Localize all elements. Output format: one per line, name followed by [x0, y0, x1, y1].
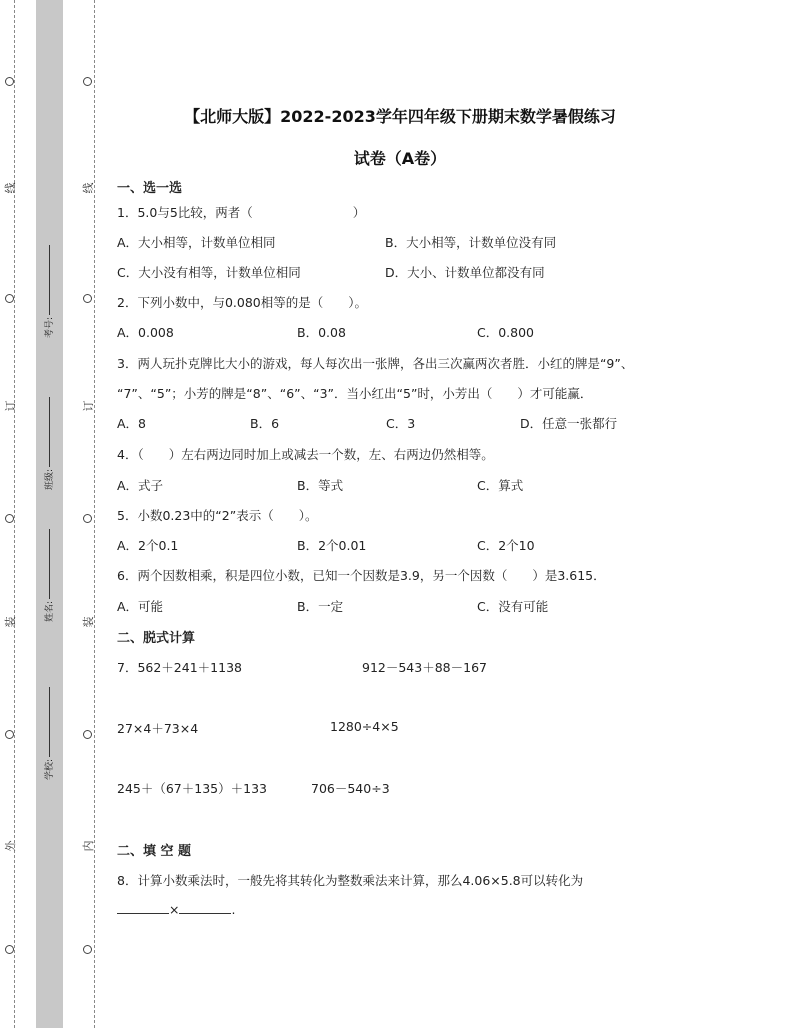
outer-dashed-line: [14, 0, 15, 1028]
q1-option-d: D．大小、计数单位都没有同: [385, 265, 545, 280]
margin-label-line-outer: 线: [4, 182, 17, 194]
binding-hole: [5, 945, 14, 954]
margin-label-staple-outer: 订: [4, 400, 17, 412]
margin-label-bind-inner: 装: [82, 616, 95, 628]
question-4: 4．（ ）左右两边同时加上或减去一个数，左、右两边仍然相等。: [117, 447, 494, 462]
q1-option-a: A．大小相等，计数单位相同: [117, 235, 276, 250]
margin-label-line-inner: 线: [82, 182, 95, 194]
q1-option-b: B．大小相等，计数单位没有同: [385, 235, 557, 250]
question-8: 8．计算小数乘法时，一般先将其转化为整数乘法来计算，那么4.06×5.8可以转化为: [117, 873, 584, 888]
q6-option-c: C．没有可能: [477, 599, 549, 614]
margin-label-outside: 外: [4, 840, 17, 852]
q8-answer-line: × .: [117, 902, 235, 917]
q2-option-a: A．0.008: [117, 325, 174, 340]
page-title: 【北师大版】2022-2023学年四年级下册期末数学暑假练习: [184, 107, 616, 126]
exam-number-field: 考号:: [42, 245, 55, 338]
q3-option-a: A．8: [117, 416, 147, 431]
section-heading-choice: 一、选一选: [117, 181, 183, 196]
question-1: 1．5.0与5比较，两者（ ）: [117, 205, 366, 220]
q7-expr-6: 706－540÷3: [311, 781, 390, 796]
q2-option-b: B．0.08: [297, 325, 346, 340]
q5-option-b: B．2个0.01: [297, 538, 367, 553]
binding-hole: [5, 514, 14, 523]
answer-blank[interactable]: [179, 913, 231, 914]
q7-expr-2: 912－543＋88－167: [362, 660, 487, 675]
binding-hole: [83, 945, 92, 954]
q3-option-b: B．6: [250, 416, 280, 431]
binding-hole: [83, 77, 92, 86]
question-2: 2．下列小数中，与0.080相等的是（ ）。: [117, 295, 367, 310]
q7-expr-3: 27×4＋73×4: [117, 721, 199, 736]
margin-label-inside: 内: [82, 840, 95, 852]
binding-hole: [83, 730, 92, 739]
class-field: 班级:: [42, 397, 55, 490]
margin-label-staple-inner: 订: [82, 400, 95, 412]
question-3-line-1: 3．两人玩扑克牌比大小的游戏，每人每次出一张牌，各出三次赢两次者胜．小红的牌是“9”、: [117, 356, 634, 371]
binding-hole: [83, 514, 92, 523]
q4-option-c: C．算式: [477, 478, 524, 493]
page-subtitle: 试卷（A卷）: [353, 149, 447, 168]
q6-option-a: A．可能: [117, 599, 164, 614]
q5-option-a: A．2个0.1: [117, 538, 179, 553]
q2-option-c: C．0.800: [477, 325, 535, 340]
q7-expr-5: 245＋（67＋135）＋133: [117, 781, 267, 796]
q1-option-c: C．大小没有相等，计数单位相同: [117, 265, 301, 280]
question-3-line-2: “7”、“5”；小芳的牌是“8”、“6”、“3”．当小红出“5”时，小芳出（ ）才可能赢．: [117, 386, 593, 401]
binding-hole: [5, 77, 14, 86]
binding-hole: [83, 294, 92, 303]
q4-option-a: A．式子: [117, 478, 164, 493]
q3-option-c: C．3: [386, 416, 416, 431]
q6-option-b: B．一定: [297, 599, 344, 614]
q4-option-b: B．等式: [297, 478, 344, 493]
question-5: 5．小数0.23中的“2”表示（ ）。: [117, 508, 318, 523]
binding-hole: [5, 730, 14, 739]
q5-option-c: C．2个10: [477, 538, 535, 553]
name-field: 姓名:: [42, 529, 55, 622]
inner-dashed-line: [94, 0, 95, 1028]
margin-label-bind-outer: 装: [4, 616, 17, 628]
q7-expr-1: 7．562＋241＋1138: [117, 660, 242, 675]
binding-strip: [36, 0, 63, 1028]
section-heading-fill-blank: 二、填 空 题: [117, 844, 192, 859]
q3-option-d: D．任意一张都行: [520, 416, 618, 431]
section-heading-calculation: 二、脱式计算: [117, 631, 196, 646]
question-6: 6．两个因数相乘，积是四位小数，已知一个因数是3.9，另一个因数（ ）是3.615．: [117, 568, 606, 583]
answer-blank[interactable]: [117, 913, 169, 914]
school-field: 学校:: [42, 687, 55, 780]
binding-hole: [5, 294, 14, 303]
q7-expr-4: 1280÷4×5: [330, 719, 399, 734]
